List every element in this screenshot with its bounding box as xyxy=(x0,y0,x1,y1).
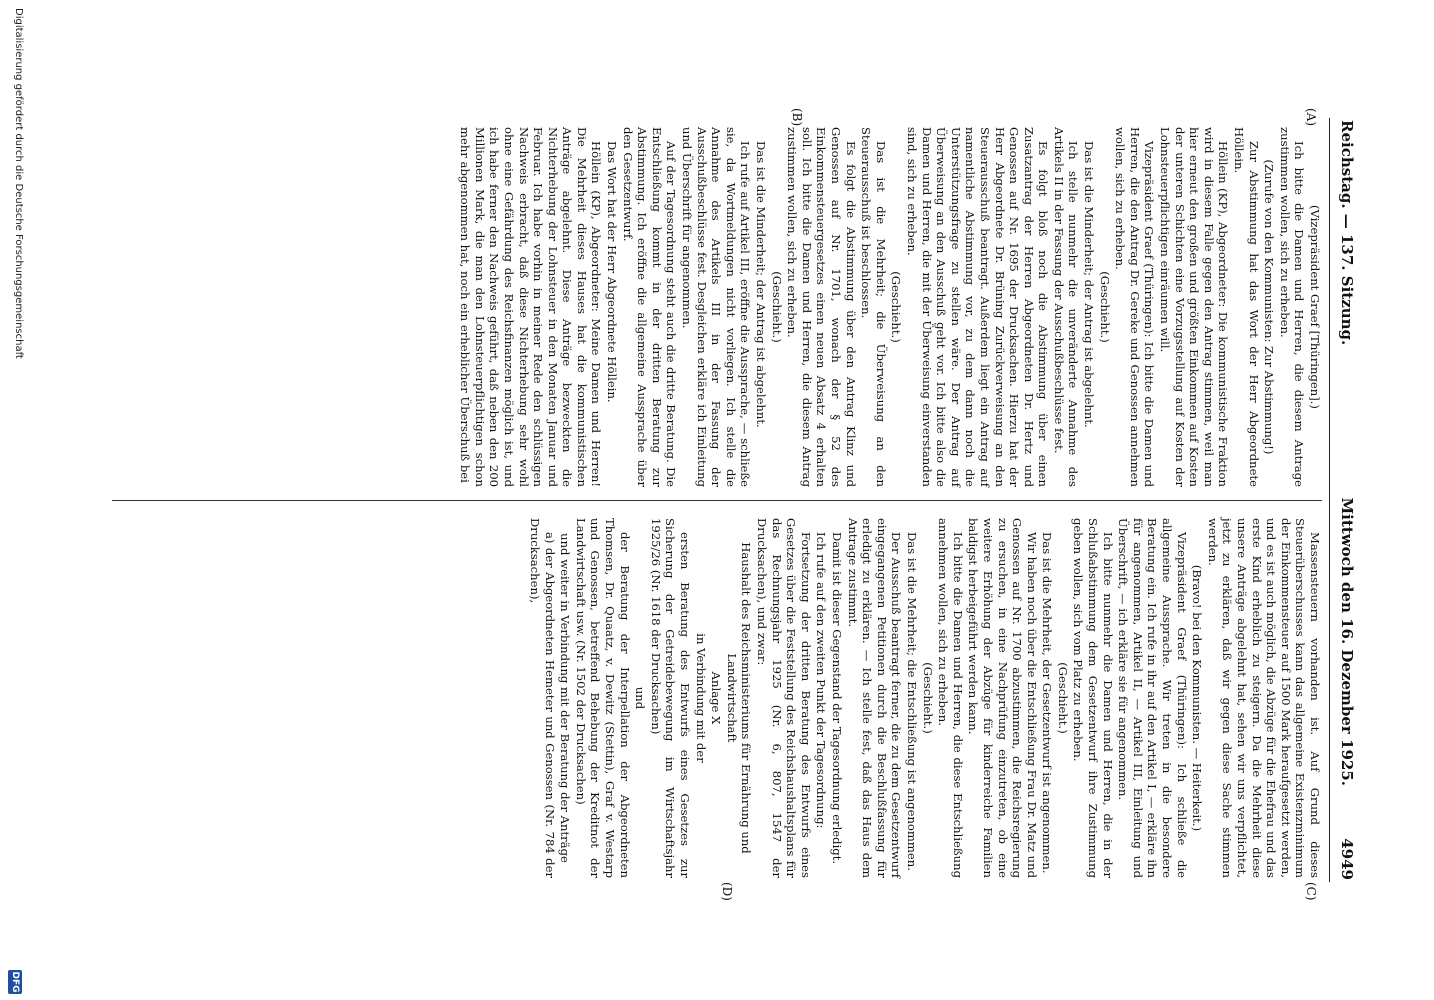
paragraph: Wir haben noch über die Entschließung Frau Dr. Matz und Genossen auf Nr. 1700 abzustimmen, die Reichsregierung zu ersuchen, in eine Nachprüfung einzutreten, ob eine weitere Erhöhung der Abzüge für kinderreiche Familien baldigst herbeigeführt werden kann. xyxy=(966,518,1039,878)
margin-mark-c: (C) xyxy=(1304,882,1318,901)
paragraph: Es folgt die Abstimmung über den Antrag Klinz und Genossen auf Nr. 1701, wonach der § 52 des Einkommensteuergesetzes einen neuen Absatz 4 erhalten soll. Ich bitte die Damen und Herren, die diesem Antrag zustimmen wollen, sich zu erheben. xyxy=(785,127,858,487)
paragraph: Das ist die Minderheit; der Antrag ist abgelehnt. xyxy=(754,141,769,428)
paragraph: (Bravo! bei den Kommunisten. — Heiterkeit.) xyxy=(1190,564,1205,832)
footer xyxy=(4,0,24,1000)
paragraph: Das Wort hat der Herr Abgeordnete Höllein. xyxy=(605,141,620,403)
margin-mark-a: (A) xyxy=(1304,108,1318,127)
paragraph: und xyxy=(633,686,648,710)
paragraph: Anlage X xyxy=(709,671,724,725)
paragraph: (Geschieht.) xyxy=(1097,271,1112,343)
header-rule xyxy=(1329,118,1330,882)
header-left: Reichstag. — 137. Sitzung. xyxy=(1338,120,1356,346)
digitization-credit: Digitalisierung gefördert durch die Deutsche Forschungsgemeinschaft xyxy=(13,8,24,359)
paragraph: Ich rufe auf Artikel III, eröffne die Aussprache, — schließe sie, da Wortmeldungen nicht vorliegen. Ich stelle die Annahme des Artikels III in der Fassung der Ausschußbeschlüsse fest. Desgleichen erkläre ich Einleitung und Überschrift für angenommen. xyxy=(680,127,753,487)
paragraph: Höllein (KP), Abgeordneter: Die kommunistische Fraktion wird in diesem Falle gegen den Antrag stimmen, weil man hier erneut den großen und größten Einkommen auf Kosten der unteren Schichten eine Vorzugsstellung auf Kosten der Lohnsteuerpflichtigen einräumen will. xyxy=(1158,127,1231,487)
paragraph: Es folgt bloß noch die Abstimmung über einen Zusatzantrag der Herren Abgeordneten Dr. Hertz und Genossen auf Nr. 1695 der Drucksachen. Hierzu hat der Herr Abgeordnete Dr. Brüning Zurückverweisung an den Steuerausschuß beantragt. Außerdem liegt ein Antrag auf namentliche Abstimmung vor, zu dem dann noch die Unterstützungsfrage zu stellen wäre. Der Antrag auf Überweisung an den Ausschuß geht vor. Ich bitte also die Damen und Herren, die mit der Überweisung einverstanden sind, sich zu erheben. xyxy=(904,127,1051,487)
paragraph: Fortsetzung der dritten Beratung des Entwurfs eines Gesetzes über die Feststellung des Reichshaushaltsplans für das Rechnungsjahr 1925 (Nr. 6, 807, 1547 der Drucksachen), und zwar: xyxy=(755,518,813,878)
paragraph: Höllein (KP), Abgeordneter: Meine Damen und Herren! Die Mehrheit dieses Hauses hat die kommunistischen Anträge abgelehnt. Diese Anträge bezweckten die Nichterhebung der Lohnsteuer in den Monaten Januar und Februar. Ich habe vorhin in meiner Rede den schlüssigen Nachweis erbracht, daß diese Nichterhebung sehr wohl ohne eine Gefährdung des Reichsfinanzen möglich ist, und ich habe ferner den Nachweis geführt, daß neben den 200 Millionen Mark, die man den Lohnsteuerpflichtigen schon mehr abgenommen hat, noch ein erheblicher Überschuß bei xyxy=(458,127,604,487)
paragraph: in Verbindung mit der xyxy=(693,633,708,763)
paragraph: Das ist die Minderheit; der Antrag ist abgelehnt. xyxy=(1082,141,1097,428)
paragraph: Vizepräsident Graef (Thüringen): Ich schließe die allgemeine Aussprache. Wir treten in die besondere Beratung ein. Ich rufe in ihr auf den Artikel I, — erkläre ihn für angenommen, Artikel II, — Artikel III, Einleitung und Überschrift, — ich erkläre sie für angenommen. xyxy=(1116,518,1189,878)
paragraph: ersten Beratung des Entwurfs eines Gesetzes zur Sicherung der Getreidebewegung im Wirtschaftsjahr 1925/26 (Nr. 1618 der Drucksachen) xyxy=(648,518,693,878)
paragraph: Ich rufe auf den zweiten Punkt der Tagesordnung: xyxy=(814,532,829,829)
paragraph: Zur Abstimmung hat das Wort der Herr Abgeordnete Höllein. xyxy=(1232,127,1261,487)
paragraph: Das ist die Mehrheit; die Entschließung ist angenommen. xyxy=(904,532,919,871)
page-number: 4949 xyxy=(1338,838,1356,880)
paragraph: (Geschieht.) xyxy=(1055,662,1070,734)
paragraph: (Vizepräsident Graef [Thüringen].) xyxy=(1308,205,1322,409)
paragraph: Ich stelle nunmehr die unveränderte Annahme des Artikels II in der Fassung der Ausschußbeschlüsse fest. xyxy=(1051,127,1081,487)
header-date: Mittwoch den 16. Dezember 1925. xyxy=(1338,497,1356,787)
paragraph: (Geschieht.) xyxy=(769,271,784,343)
page-header xyxy=(1332,120,1356,880)
paragraph: a) der Abgeordneten Hemeter und Genossen (Nr. 784 der Drucksachen), xyxy=(528,518,557,878)
margin-mark-b: (B) xyxy=(790,108,804,127)
paragraph: Ich bitte die Damen und Herren, die diese Entschließung annehmen wollen, sich zu erheben. xyxy=(936,518,965,878)
paragraph: Vizepräsident Graef (Thüringen): Ich bitte die Damen und Herren, die den Antrag Dr. Gereke und Genossen annehmen wollen, sich zu erheben. xyxy=(1113,127,1157,487)
header-right xyxy=(1338,498,1356,880)
paragraph: (Geschieht.) xyxy=(889,271,904,343)
column-left xyxy=(457,127,1322,487)
paragraph: Das ist die Mehrheit, der Gesetzentwurf ist angenommen. xyxy=(1040,532,1055,874)
paragraph: (Geschieht.) xyxy=(920,662,935,734)
dfg-logo: DFG xyxy=(10,971,20,993)
paragraph: Das ist die Mehrheit; die Überweisung an den Steuerausschuß ist beschlossen. xyxy=(859,127,888,487)
paragraph: Massensteuern vorhanden ist. Auf Grund dieses Steuerüberschusses kann das allgemeine Existenzminimum der Einkommensteuer auf 1500 Mark heraufgesetzt werden, und es ist auch möglich, die Abzüge für die Ehefrau und das erste Kind erheblich zu steigern. Da die Mehrheit diese unsere Anträge abgelehnt hat, sehen wir uns verpflichtet, jetzt zu erklären, daß wir gegen diese Sache stimmen werden. xyxy=(1205,518,1322,878)
margin-mark-d: (D) xyxy=(720,882,734,901)
paragraph: Auf der Tagesordnung steht auch die dritte Beratung. Die Entschließung kommt in der dritten Beratung zur Abstimmung. Ich eröffne die allgemeine Aussprache über den Gesetzentwurf. xyxy=(620,127,679,487)
paragraph: Ich bitte nunmehr die Damen und Herren, die in der Schlußabstimmung dem Gesetzentwurf ihre Zustimmung geben wollen, sich vom Platz zu erheben. xyxy=(1071,518,1115,878)
paragraph: Haushalt des Reichsministeriums für Ernährung und Landwirtschaft xyxy=(724,542,754,854)
paragraph: Damit ist dieser Gegenstand der Tagesordnung erledigt. xyxy=(830,532,844,865)
column-right xyxy=(527,518,1322,878)
column-divider xyxy=(112,500,1322,501)
paragraph: Der Ausschuß beantragt ferner, die zu dem Gesetzentwurf eingegangenen Petitionen durch die Beschlußfassung für erledigt zu erklären. — Ich stelle fest, daß das Haus dem Antrage zustimmt. xyxy=(845,518,904,878)
paragraph: Ich bitte die Damen und Herren, die diesem Antrage zustimmen wollen, sich zu erheben. xyxy=(1277,127,1307,487)
paragraph: (Zurufe von den Kommunisten: Zur Abstimmung!) xyxy=(1262,159,1277,455)
paragraph: und weiter in Verbindung mit der Beratung der Anträge xyxy=(558,533,573,863)
paragraph: der Beratung der Interpellation der Abgeordneten Thomsen, Dr. Quaatz, v. Dewitz (Stettin), Graf v. Westarp und Genossen, betreffend Behebung der Kreditnot der Landwirtschaft usw. (Nr. 1502 der Drucksachen) xyxy=(573,518,632,878)
